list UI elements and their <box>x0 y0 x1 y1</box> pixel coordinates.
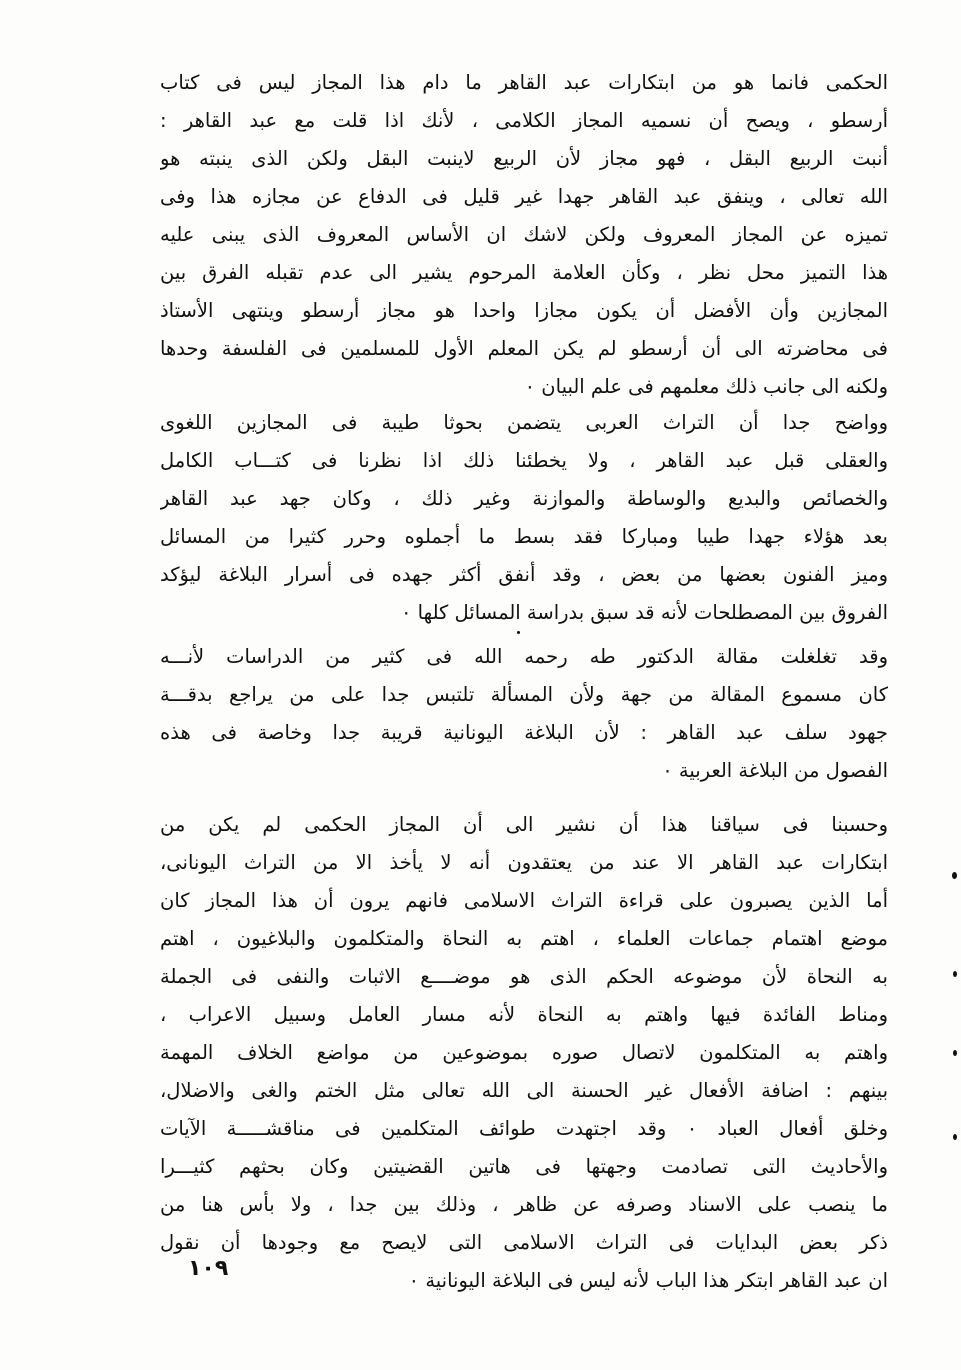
text-line: ان عبد القاهر ابتكر هذا الباب لأنه ليس فى البلاغة اليونانية ٠ <box>408 1269 888 1292</box>
text-line: والخصائص والبديع والوساطة والموازنة وغير ذلك ، وكان جهد عبد القاهر <box>160 487 888 510</box>
paragraph-2 <box>160 404 888 632</box>
text-line: وقد تغلغلت مقالة الدكتور طه رحمه الله فى كثير من الدراسات لأنـــه <box>160 645 888 668</box>
text-line: فى محاضرته الى أن أرسطو لم يكن المعلم الأول للمسلمين فى الفلسفة وحدها <box>160 337 888 360</box>
text-line: المجازين وأن الأفضل أن يكون مجازا واحدا هو مجاز أرسطو وينتهى الأستاذ <box>160 299 888 322</box>
text-line: تميزه عن المجاز المعروف ولكن لاشك ان الأساس المعروف الذى يبنى عليه <box>160 223 888 246</box>
text-line: ومناط الفائدة فيها واهتم به النحاة لأنه مسار العامل وسبيل الاعراب ، <box>160 1003 888 1026</box>
text-line: به النحاة لأن موضوعه الحكم الذى هو موضــــع الاثبات والنفى فى الجملة <box>160 965 888 988</box>
text-line: الفصول من البلاغة العربية ٠ <box>662 759 888 782</box>
scan-speck <box>953 1050 957 1056</box>
text-line: ابتكارات عبد القاهر الا عند من يعتقدون أنه لا يأخذ الا من التراث اليونانى، <box>160 851 888 874</box>
text-line: الله تعالى ، وينفق عبد القاهر جهدا غير قليل فى الدفاع عن مجازه هذا وفى <box>160 185 888 208</box>
text-line: والعقلى قبل عبد القاهر ، ولا يخطئنا ذلك اذا نظرنا فى كتـــاب الكامل <box>160 449 888 472</box>
paragraph-1 <box>160 64 888 406</box>
text-line: أرسطو ، ويصح أن نسميه المجاز الكلامى ، لأنك اذا قلت مع عبد القاهر : <box>160 109 888 132</box>
text-line: أنبت الربيع البقل ، فهو مجاز لأن الربيع لاينبت البقل ولكن الذى ينبته هو <box>160 147 888 170</box>
text-line: والأحاديث التى تصادمت وجهتها فى هاتين القضيتين وكان بحثهم كثيـــرا <box>160 1155 888 1178</box>
text-line: هذا التميز محل نظر ، وكأن العلامة المرحوم يشير الى عدم تقبله الفرق بين <box>160 261 888 284</box>
paragraph-4 <box>160 806 888 1300</box>
page-number: ١٠٩ <box>188 1256 229 1281</box>
text-line: وميز الفنون بعضها من بعض ، وقد أنفق أكثر جهده فى أسرار البلاغة ليؤكد <box>160 563 888 586</box>
text-line: الحكمى فانما هو من ابتكارات عبد القاهر ما دام هذا المجاز ليس فى كتاب <box>160 71 888 94</box>
text-line: ولكنه الى جانب ذلك معلمهم فى علم البيان ٠ <box>524 375 888 398</box>
scan-speck <box>517 631 520 634</box>
text-line: بينهم : اضافة الأفعال غير الحسنة الى الله تعالى مثل الختم والغى والاضلال، <box>160 1079 888 1102</box>
text-line: وحسبنا فى سياقنا هذا أن نشير الى أن المجاز الحكمى لم يكن من <box>160 813 888 836</box>
text-line: أما الذين يصبرون على قراءة التراث الاسلامى فانهم يرون أن هذا المجاز كان <box>160 889 888 912</box>
text-line: واهتم به المتكلمون لاتصال صوره بموضوعين من مواضع الخلاف المهمة <box>160 1041 888 1064</box>
text-line: الفروق بين المصطلحات لأنه قد سبق بدراسة المسائل كلها ٠ <box>400 601 888 624</box>
text-line: بعد هؤلاء جهدا طيبا ومباركا فقد بسط ما أجملوه وحرر كثيرا من المسائل <box>160 525 888 548</box>
text-line: كان مسموع المقالة من جهة ولأن المسألة تلتبس جدا على من يراجع بدقـــة <box>160 683 888 706</box>
text-line: موضع اهتمام جماعات العلماء ، اهتم به النحاة والمتكلمون والبلاغيون ، اهتم <box>160 927 888 950</box>
text-line: ما ينصب على الاسناد وصرفه عن ظاهر ، وذلك بين جدا ، ولا بأس هنا من <box>160 1193 888 1216</box>
scan-speck <box>953 971 957 977</box>
text-line: جهود سلف عبد القاهر : لأن البلاغة اليونانية قريبة جدا وخاصة فى هذه <box>160 721 888 744</box>
text-line: وخلق أفعال العباد ٠ وقد اجتهدت طوائف المتكلمين فى مناقشـــــة الآيات <box>160 1117 888 1140</box>
text-line: وواضح جدا أن التراث العربى يتضمن بحوثا طيبة فى المجازين اللغوى <box>160 411 888 434</box>
text-line: ذكر بعض البدايات فى التراث الاسلامى التى لايصح مع وجودها أن نقول <box>160 1231 888 1254</box>
scan-speck <box>953 1134 957 1140</box>
scan-speck <box>952 872 957 879</box>
paragraph-3 <box>160 638 888 790</box>
